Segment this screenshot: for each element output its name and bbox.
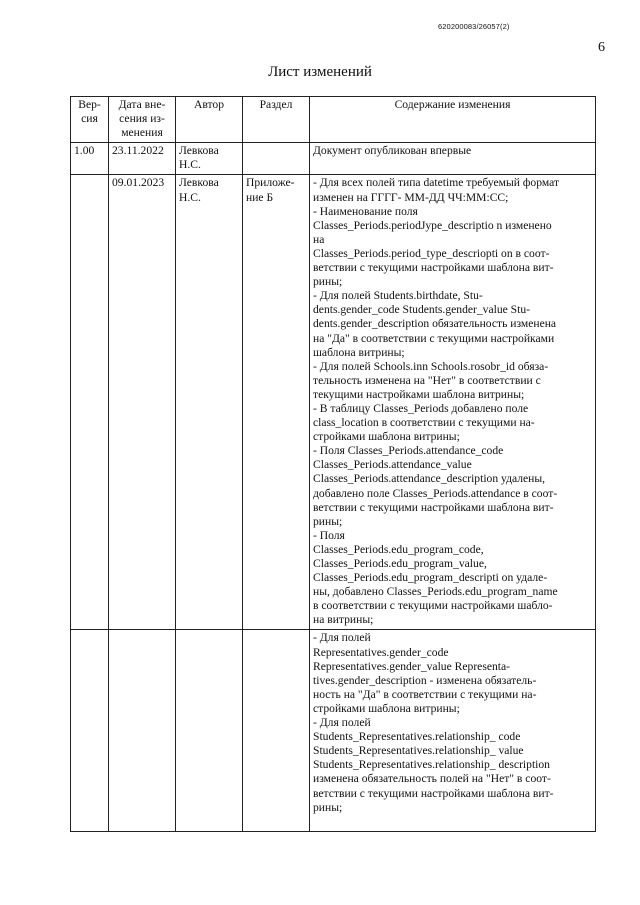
content-cell — [310, 175, 596, 630]
cell-text-line: на — [313, 232, 325, 246]
cell-text-line: - В таблицу Classes_Periods добавлено поле — [313, 401, 529, 415]
cell-text-line: Classes_Periods.edu_program_code, — [313, 542, 484, 556]
cell-text-line: Students_Representatives.relationship_ code — [313, 730, 521, 744]
cell-text-line: ветствии с текущими настройками шаблона вит- — [313, 500, 554, 514]
cell-text-line: Дата вне- — [118, 98, 166, 111]
section-cell — [243, 175, 310, 630]
cell-text-line: dents.gender_description обязательность изменена — [313, 317, 557, 331]
cell-text-line: стройками шаблона витрины; — [313, 701, 460, 715]
cell-text-line: Н.С. — [179, 190, 201, 204]
cell-text-line: Classes_Periods.periodJype_descriptio n изменено — [313, 218, 552, 232]
cell-text-line: добавлено поле Classes_Periods.attendance в соот- — [313, 486, 558, 500]
cell-text-line: - Для полей Students.birthdate, Stu- — [313, 289, 483, 303]
cell-text-line: ность на "Да" в соответствии с текущими на- — [313, 687, 537, 701]
cell-text-line: 1.00 — [74, 144, 95, 158]
cell-text-line: Левкова — [179, 176, 219, 190]
page-title: Лист изменений — [268, 64, 372, 80]
author-cell — [176, 175, 243, 630]
cell-text-line: Содержание изменения — [394, 98, 511, 111]
section-cell — [243, 143, 310, 175]
cell-text-line: tives.gender_description - изменена обязатель- — [313, 673, 537, 687]
cell-text-line: стройками шаблона витрины; — [313, 430, 460, 444]
cell-text-line: - Для полей — [313, 716, 371, 730]
cell-text-line: ветствии с текущими настройками шаблона вит- — [313, 786, 554, 800]
version-cell — [71, 630, 109, 832]
cell-text-line: изменен на ГГГГ- ММ-ДД ЧЧ:ММ:СС; — [313, 190, 509, 204]
author-cell — [176, 630, 243, 832]
cell-text-line: Документ опубликован впервые — [313, 144, 472, 158]
cell-text-line: - Поля Classes_Periods.attendance_code — [313, 444, 504, 458]
cell-text-line: на "Да" в соответствии с текущими настройками — [313, 331, 555, 345]
cell-text-line: dents.gender_code Students.gender_value Stu- — [313, 303, 531, 317]
cell-text-line: 23.11.2022 — [112, 144, 164, 158]
date-cell — [109, 630, 176, 832]
cell-text-line: - Для полей — [313, 631, 371, 645]
date-cell — [109, 143, 176, 175]
cell-text-line: Students_Representatives.relationship_ value — [313, 744, 524, 758]
page-number: 6 — [598, 40, 605, 55]
cell-text-line: 09.01.2023 — [112, 176, 165, 190]
document-code: 620200083/26057(2) — [438, 22, 510, 31]
cell-text-line: - Поля — [313, 528, 345, 542]
author-cell — [176, 143, 243, 175]
cell-text-line: class_location в соответствии с текущими на- — [313, 416, 535, 430]
cell-text-line: менения — [121, 126, 163, 140]
cell-text-line: - Для полей Schools.inn Schools.rosobr_id обяза- — [313, 359, 549, 373]
version-cell — [71, 143, 109, 175]
cell-text-line: на витрины; — [313, 613, 374, 627]
cell-text-line: Раздел — [259, 98, 293, 111]
cell-text-line: ние Б — [246, 190, 274, 204]
cell-text-line: Classes_Periods.edu_program_value, — [313, 557, 487, 570]
table-header-row — [71, 97, 596, 143]
cell-text-line: Classes_Periods.attendance_value — [313, 458, 472, 472]
cell-text-line: изменена обязательность полей на "Нет" в соот- — [313, 772, 551, 786]
cell-text-line: Classes_Periods.edu_program_descripti on удале- — [313, 571, 548, 585]
cell-text-line: Representatives.gender_value Representa- — [313, 659, 511, 673]
content-cell — [310, 630, 596, 832]
cell-text-line: тельность изменена на "Нет" в соответствии с — [313, 373, 541, 387]
cell-text-line: - Для всех полей типа datetime требуемый формат — [313, 176, 560, 190]
cell-text-line: Автор — [193, 98, 225, 111]
section-cell — [243, 630, 310, 832]
header-version — [71, 97, 109, 143]
table-row — [71, 143, 596, 175]
cell-text-line: Приложе- — [246, 176, 295, 190]
cell-text-line: текущими настройками шаблона витрины; — [313, 387, 525, 401]
cell-text-line: шаблона витрины; — [313, 345, 405, 359]
cell-text-line: ветствии с текущими настройками шаблона вит- — [313, 261, 554, 275]
cell-text-line: Н.С. — [179, 158, 201, 172]
cell-text-line: в соответствии с текущими настройками шабло- — [313, 599, 553, 613]
cell-text-line: Левкова — [179, 144, 219, 158]
cell-text-line: сения из- — [119, 112, 165, 126]
cell-text-line: Classes_Periods.attendance_description удалены, — [313, 472, 546, 486]
header-section — [243, 97, 310, 143]
content-cell — [310, 143, 596, 175]
cell-text-line: Representatives.gender_code — [313, 645, 449, 659]
cell-text-line: ны, добавлено Classes_Periods.edu_program_name — [313, 585, 558, 599]
version-cell — [71, 175, 109, 630]
cell-text-line: Вер- — [78, 98, 101, 111]
header-content — [310, 97, 596, 143]
header-date — [109, 97, 176, 143]
changes-table — [70, 96, 596, 832]
cell-text-line: Classes_Periods.period_type_descriopti on в соот- — [313, 246, 550, 260]
cell-text-line: - Наименование поля — [313, 204, 418, 218]
table-row — [71, 175, 596, 630]
cell-text-line: рины; — [313, 800, 343, 814]
cell-text-line: Students_Representatives.relationship_ description — [313, 758, 550, 772]
date-cell — [109, 175, 176, 630]
cell-text-line: рины; — [313, 275, 343, 289]
header-author — [176, 97, 243, 143]
cell-text-line: рины; — [313, 514, 343, 528]
table-row — [71, 630, 596, 832]
cell-text-line: сия — [81, 112, 98, 126]
